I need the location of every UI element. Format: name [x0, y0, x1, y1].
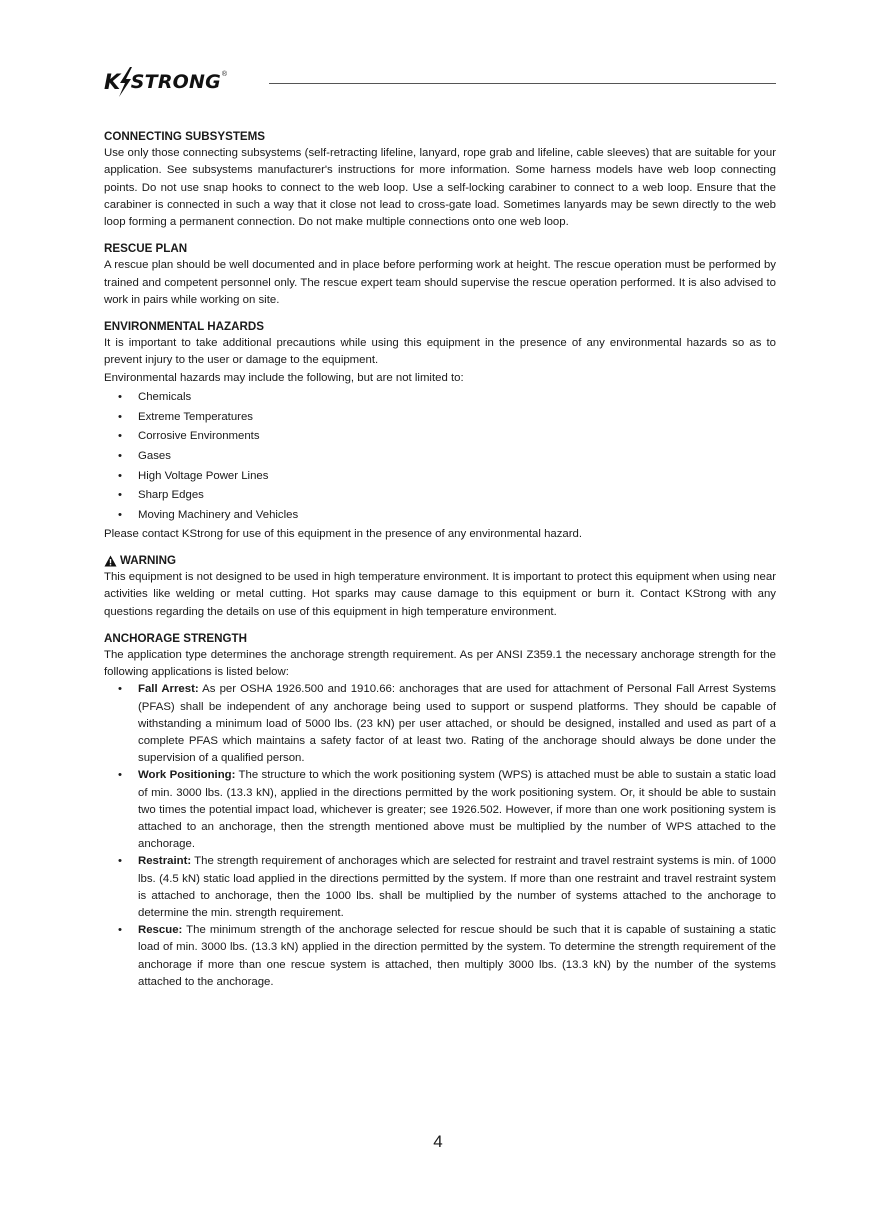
section-body: It is important to take additional precautions while using this equipment in the presence of any environmental hazards so as to prevent injury to the user or damage to the equipment.	[104, 337, 776, 367]
list-item	[104, 767, 776, 853]
header-divider	[269, 83, 776, 84]
item-text: The minimum strength of the anchorage selected for rescue should be such that it is capable of sustaining a static load of min. 3000 lbs. (13.3 kN) applied in the direction permitted by the system. To determine the strength requirement of the anchorage if more than one rescue system is attached, then multiply 3000 lbs. (13.3 kN) by the number of the systems attached to the anchorage.	[138, 924, 776, 988]
warning-title: WARNING	[120, 553, 177, 567]
list-item: • Gases	[104, 447, 776, 467]
page-header	[104, 64, 776, 100]
section-warning	[104, 552, 776, 621]
item-text: As per OSHA 1926.500 and 1910.66: anchorages that are used for attachment of Personal Fall Arrest Systems (PFAS) shall be independent of any anchorage being used to support or suspend platforms. They should be capable of withstanding a minimum load of 5000 lbs. (23 kN) per user attached, or should be designed, installed and used as part of a complete PFAS which maintains a safety factor of at least two. Rating of the anchorage should always be done under the supervision of a qualified person.	[138, 683, 776, 765]
item-text: The strength requirement of anchorages which are selected for restraint and travel restraint systems is min. of 1000 lbs. (4.5 kN) static load applied in the directions permitted by the system. If more than one restraint and travel restraint system is attached to anchorage, then the 1000 lbs. shall be multiplied by the number of systems attached to the anchorage to determine the min. strength requirement.	[138, 855, 776, 920]
section-body: Use only those connecting subsystems (self-retracting lifeline, lanyard, rope grab and lifeline, cable sleeves) that are suitable for your application. See subsystems manufacturer's instructions for more information. Some harness models have web loop connecting points. Do not use snap hooks to connect to the web loop. Use a self-locking carabiner to connect to a web loop. Ensure that the carabiner is connected in such a way that it close not lead to cross-gate load. Sometimes lanyards may be sewn directly to the web loop forming a permanent connection. Do not make multiple connections onto one web loop.	[104, 147, 776, 229]
warning-triangle-icon	[104, 555, 117, 567]
section-environmental-hazards	[104, 318, 776, 543]
warning-heading	[104, 552, 776, 569]
section-rescue-plan	[104, 240, 776, 309]
section-footer: Please contact KStrong for use of this equipment in the presence of any environmental hazard.	[104, 527, 583, 540]
list-item	[104, 853, 776, 922]
logo-letter-k: K	[104, 70, 120, 94]
registered-mark: ®	[221, 70, 228, 78]
section-connecting-subsystems	[104, 128, 776, 231]
list-item: • Moving Machinery and Vehicles	[104, 506, 776, 526]
list-item: • Chemicals	[104, 388, 776, 408]
section-heading: CONNECTING SUBSYSTEMS	[104, 130, 266, 143]
section-body: Environmental hazards may include the following, but are not limited to:	[104, 371, 464, 384]
kstrong-logo	[104, 64, 227, 100]
page-content	[104, 128, 776, 1000]
item-label: Work Positioning:	[138, 769, 236, 782]
hazard-list	[104, 388, 776, 526]
item-text: The structure to which the work positioning system (WPS) is attached must be able to sustain a static load of min. 3000 lbs. (13.3 kN), applied in the directions permitted by the work positioning system. Or, it should be able to sustain two times the potential impact load, whichever is greater; see 1926.502. However, if more than one work positioning system is attached to an anchorage, then the strength mentioned above must be multiplied by the number of WPS attached to the anchorage.	[138, 769, 776, 851]
list-item: • Sharp Edges	[104, 486, 776, 506]
list-item: • Corrosive Environments	[104, 427, 776, 447]
item-label: Restraint:	[138, 855, 192, 868]
logo-wordmark: STRONG	[130, 71, 221, 93]
list-item: • Extreme Temperatures	[104, 408, 776, 428]
list-item: • High Voltage Power Lines	[104, 467, 776, 487]
section-heading: ANCHORAGE STRENGTH	[104, 631, 247, 645]
anchorage-list	[104, 681, 776, 991]
section-body: This equipment is not designed to be used in high temperature environment. It is important to protect this equipment when using near activities like welding or metal cutting. Hot sparks may cause damage to this equipment or burn it. Contact KStrong with any questions regarding the details on use of this equipment in high temperature environment.	[104, 571, 776, 618]
section-body: A rescue plan should be well documented and in place before performing work at height. The rescue operation must be performed by trained and competent personnel only. The rescue expert team should supervise the rescue operation performed. It is also advised to work in pairs while working on site.	[104, 259, 776, 306]
page-number: 4	[433, 1132, 443, 1151]
list-item	[104, 681, 776, 767]
item-label: Fall Arrest:	[138, 683, 199, 696]
section-heading: RESCUE PLAN	[104, 242, 188, 256]
section-anchorage-strength	[104, 630, 776, 991]
section-heading: ENVIRONMENTAL HAZARDS	[104, 320, 264, 334]
section-body: The application type determines the anchorage strength requirement. As per ANSI Z359.1 the necessary anchorage strength for the following applications is listed below:	[104, 648, 776, 679]
item-label: Rescue:	[138, 924, 183, 937]
list-item	[104, 922, 776, 991]
